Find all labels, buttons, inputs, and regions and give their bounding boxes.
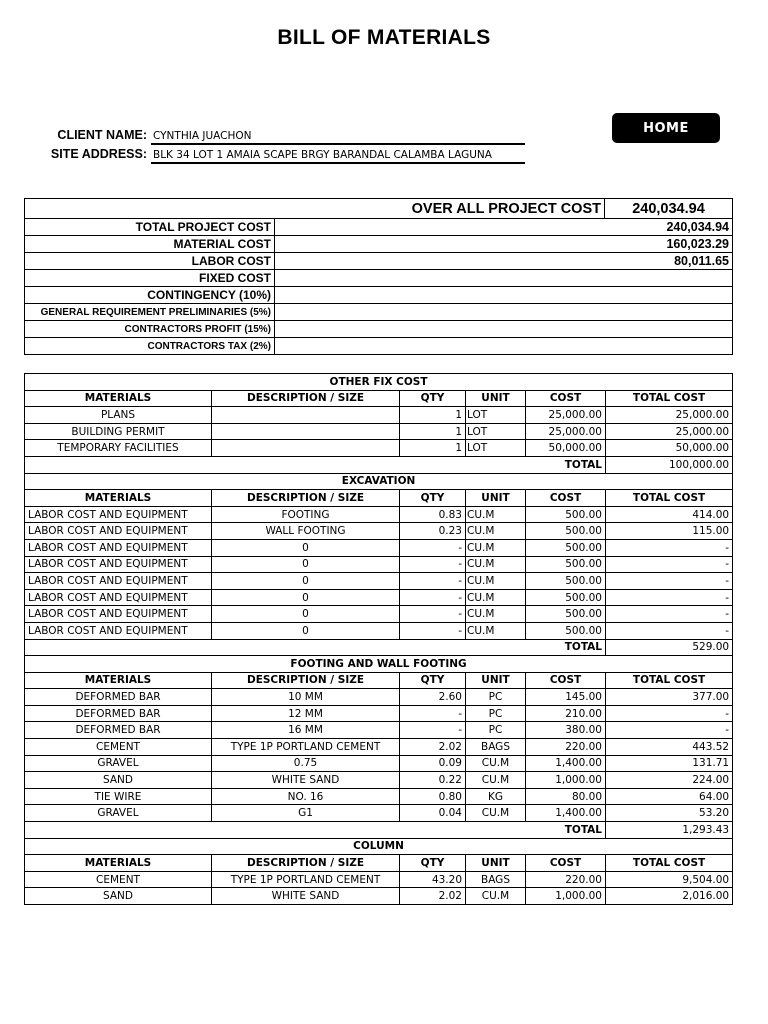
cost-cell: 500.00 [526, 523, 606, 540]
section-title-row [25, 838, 733, 855]
section-total-row [25, 822, 733, 839]
overall-cost-value: 240,034.94 [605, 199, 733, 219]
material-cell: LABOR COST AND EQUIPMENT [25, 506, 212, 523]
qty-cell: - [400, 539, 466, 556]
unit-cell: CU.M [466, 755, 526, 772]
material-cell: CEMENT [25, 739, 212, 756]
description-cell [212, 407, 400, 424]
total-cost-cell: 9,504.00 [606, 871, 733, 888]
description-cell: WALL FOOTING [212, 523, 400, 540]
summary-row [25, 287, 733, 304]
summary-label: CONTRACTORS TAX (2%) [25, 338, 275, 355]
total-cost-cell: - [606, 606, 733, 623]
column-header: TOTAL COST [606, 490, 733, 507]
summary-label: LABOR COST [25, 253, 275, 270]
description-cell: TYPE 1P PORTLAND CEMENT [212, 871, 400, 888]
material-cell: LABOR COST AND EQUIPMENT [25, 539, 212, 556]
table-row [25, 556, 733, 573]
description-cell: 12 MM [212, 705, 400, 722]
description-cell: 0 [212, 589, 400, 606]
site-address-row [40, 147, 525, 164]
material-cell: LABOR COST AND EQUIPMENT [25, 622, 212, 639]
cost-cell: 500.00 [526, 556, 606, 573]
table-row [25, 772, 733, 789]
overall-cost-label: OVER ALL PROJECT COST [25, 199, 605, 219]
material-cell: SAND [25, 888, 212, 905]
material-cell: PLANS [25, 407, 212, 424]
description-cell: 0 [212, 606, 400, 623]
total-cost-cell: 131.71 [606, 755, 733, 772]
summary-row [25, 253, 733, 270]
material-cell: LABOR COST AND EQUIPMENT [25, 556, 212, 573]
unit-cell: CU.M [466, 772, 526, 789]
column-header: UNIT [466, 390, 526, 407]
column-header: QTY [400, 390, 466, 407]
section-total-row [25, 456, 733, 473]
column-header: QTY [400, 490, 466, 507]
total-cost-cell: 25,000.00 [606, 407, 733, 424]
column-header: MATERIALS [25, 390, 212, 407]
description-cell: 0 [212, 622, 400, 639]
column-header: TOTAL COST [606, 855, 733, 872]
column-header: COST [526, 490, 606, 507]
qty-cell: - [400, 705, 466, 722]
project-cost-summary [24, 198, 733, 355]
section-title-row [25, 374, 733, 391]
summary-row [25, 338, 733, 355]
unit-cell: CU.M [466, 805, 526, 822]
unit-cell: BAGS [466, 739, 526, 756]
cost-breakdown-table [24, 373, 733, 905]
page-title: BILL OF MATERIALS [277, 26, 491, 49]
site-address-label: SITE ADDRESS: [50, 147, 147, 161]
cost-cell: 500.00 [526, 506, 606, 523]
table-row [25, 888, 733, 905]
column-header: COST [526, 390, 606, 407]
unit-cell: PC [466, 705, 526, 722]
unit-cell: CU.M [466, 506, 526, 523]
section-total-label: TOTAL [25, 456, 606, 473]
total-cost-cell: 115.00 [606, 523, 733, 540]
qty-cell: - [400, 556, 466, 573]
overall-cost-row [25, 199, 733, 219]
section-total-value: 1,293.43 [606, 822, 733, 839]
column-header: DESCRIPTION / SIZE [212, 855, 400, 872]
material-cell: DEFORMED BAR [25, 689, 212, 706]
total-cost-cell: - [606, 622, 733, 639]
section-title: COLUMN [25, 838, 733, 855]
qty-cell: 0.23 [400, 523, 466, 540]
unit-cell: CU.M [466, 523, 526, 540]
material-cell: GRAVEL [25, 755, 212, 772]
description-cell: 0 [212, 556, 400, 573]
column-header-row [25, 855, 733, 872]
cost-cell: 500.00 [526, 622, 606, 639]
material-cell: BUILDING PERMIT [25, 423, 212, 440]
column-header: DESCRIPTION / SIZE [212, 490, 400, 507]
cost-cell: 50,000.00 [526, 440, 606, 457]
description-cell: 10 MM [212, 689, 400, 706]
section-total-value: 100,000.00 [606, 456, 733, 473]
cost-cell: 1,400.00 [526, 805, 606, 822]
section-title-row [25, 656, 733, 673]
total-cost-cell: - [606, 556, 733, 573]
total-cost-cell: - [606, 589, 733, 606]
qty-cell: 0.22 [400, 772, 466, 789]
summary-label: CONTINGENCY (10%) [25, 287, 275, 304]
section-title: FOOTING AND WALL FOOTING [25, 656, 733, 673]
qty-cell: 1 [400, 407, 466, 424]
section-title: OTHER FIX COST [25, 374, 733, 391]
column-header: COST [526, 855, 606, 872]
column-header: DESCRIPTION / SIZE [212, 390, 400, 407]
qty-cell: 1 [400, 440, 466, 457]
description-cell [212, 423, 400, 440]
description-cell: G1 [212, 805, 400, 822]
total-cost-cell: 224.00 [606, 772, 733, 789]
description-cell: 0 [212, 539, 400, 556]
qty-cell: 0.09 [400, 755, 466, 772]
qty-cell: - [400, 573, 466, 590]
table-row [25, 573, 733, 590]
summary-label: FIXED COST [25, 270, 275, 287]
cost-cell: 500.00 [526, 539, 606, 556]
section-total-label: TOTAL [25, 639, 606, 656]
section-title-row [25, 473, 733, 490]
summary-value: 240,034.94 [275, 219, 733, 236]
material-cell: DEFORMED BAR [25, 722, 212, 739]
cost-cell: 500.00 [526, 589, 606, 606]
column-header: UNIT [466, 672, 526, 689]
table-row [25, 440, 733, 457]
unit-cell: CU.M [466, 606, 526, 623]
qty-cell: 2.02 [400, 739, 466, 756]
description-cell: NO. 16 [212, 788, 400, 805]
unit-cell: CU.M [466, 622, 526, 639]
summary-row [25, 270, 733, 287]
material-cell: LABOR COST AND EQUIPMENT [25, 573, 212, 590]
description-cell: WHITE SAND [212, 888, 400, 905]
material-cell: GRAVEL [25, 805, 212, 822]
summary-value: 160,023.29 [275, 236, 733, 253]
table-row [25, 622, 733, 639]
table-row [25, 689, 733, 706]
cost-cell: 500.00 [526, 573, 606, 590]
summary-label: CONTRACTORS PROFIT (15%) [25, 321, 275, 338]
cost-cell: 220.00 [526, 871, 606, 888]
total-cost-cell: - [606, 705, 733, 722]
column-header: DESCRIPTION / SIZE [212, 672, 400, 689]
summary-row [25, 236, 733, 253]
column-header: MATERIALS [25, 490, 212, 507]
site-address-value: BLK 34 LOT 1 AMAIA SCAPE BRGY BARANDAL CALAMBA LAGUNA [151, 149, 525, 164]
description-cell: 0 [212, 573, 400, 590]
material-cell: LABOR COST AND EQUIPMENT [25, 589, 212, 606]
total-cost-cell: 414.00 [606, 506, 733, 523]
unit-cell: KG [466, 788, 526, 805]
cost-cell: 25,000.00 [526, 423, 606, 440]
column-header: QTY [400, 672, 466, 689]
description-cell: 0.75 [212, 755, 400, 772]
summary-label: TOTAL PROJECT COST [25, 219, 275, 236]
column-header: TOTAL COST [606, 672, 733, 689]
description-cell: WHITE SAND [212, 772, 400, 789]
table-row [25, 722, 733, 739]
qty-cell: 0.80 [400, 788, 466, 805]
material-cell: CEMENT [25, 871, 212, 888]
cost-cell: 1,000.00 [526, 888, 606, 905]
table-row [25, 755, 733, 772]
section-title: EXCAVATION [25, 473, 733, 490]
description-cell: TYPE 1P PORTLAND CEMENT [212, 739, 400, 756]
column-header-row [25, 672, 733, 689]
section-total-value: 529.00 [606, 639, 733, 656]
column-header-row [25, 390, 733, 407]
description-cell: FOOTING [212, 506, 400, 523]
table-row [25, 705, 733, 722]
cost-cell: 500.00 [526, 606, 606, 623]
summary-row [25, 304, 733, 321]
material-cell: SAND [25, 772, 212, 789]
column-header: TOTAL COST [606, 390, 733, 407]
qty-cell: 43.20 [400, 871, 466, 888]
total-cost-cell: 377.00 [606, 689, 733, 706]
description-cell [212, 440, 400, 457]
total-cost-cell: 53.20 [606, 805, 733, 822]
unit-cell: BAGS [466, 871, 526, 888]
qty-cell: 2.60 [400, 689, 466, 706]
summary-value [275, 270, 733, 287]
column-header: COST [526, 672, 606, 689]
unit-cell: CU.M [466, 539, 526, 556]
cost-cell: 1,000.00 [526, 772, 606, 789]
section-total-row [25, 639, 733, 656]
column-header: MATERIALS [25, 855, 212, 872]
table-row [25, 606, 733, 623]
total-cost-cell: 64.00 [606, 788, 733, 805]
table-row [25, 739, 733, 756]
total-cost-cell: 50,000.00 [606, 440, 733, 457]
column-header: UNIT [466, 855, 526, 872]
total-cost-cell: 443.52 [606, 739, 733, 756]
table-row [25, 788, 733, 805]
total-cost-cell: - [606, 573, 733, 590]
description-cell: 16 MM [212, 722, 400, 739]
qty-cell: - [400, 589, 466, 606]
summary-row [25, 321, 733, 338]
unit-cell: LOT [466, 423, 526, 440]
column-header: MATERIALS [25, 672, 212, 689]
qty-cell: - [400, 622, 466, 639]
summary-value [275, 321, 733, 338]
unit-cell: CU.M [466, 589, 526, 606]
client-name-label: CLIENT NAME: [57, 128, 147, 142]
table-row [25, 407, 733, 424]
column-header-row [25, 490, 733, 507]
unit-cell: CU.M [466, 888, 526, 905]
qty-cell: 2.02 [400, 888, 466, 905]
client-name-value: CYNTHIA JUACHON [151, 130, 525, 145]
summary-label: GENERAL REQUIREMENT PRELIMINARIES (5%) [25, 304, 275, 321]
summary-value [275, 304, 733, 321]
unit-cell: PC [466, 722, 526, 739]
summary-label: MATERIAL COST [25, 236, 275, 253]
material-cell: DEFORMED BAR [25, 705, 212, 722]
table-row [25, 423, 733, 440]
table-row [25, 589, 733, 606]
total-cost-cell: 25,000.00 [606, 423, 733, 440]
cost-cell: 145.00 [526, 689, 606, 706]
unit-cell: LOT [466, 407, 526, 424]
material-cell: TIE WIRE [25, 788, 212, 805]
unit-cell: CU.M [466, 573, 526, 590]
column-header: QTY [400, 855, 466, 872]
cost-cell: 80.00 [526, 788, 606, 805]
material-cell: LABOR COST AND EQUIPMENT [25, 606, 212, 623]
table-row [25, 539, 733, 556]
table-row [25, 871, 733, 888]
material-cell: LABOR COST AND EQUIPMENT [25, 523, 212, 540]
summary-row [25, 219, 733, 236]
total-cost-cell: 2,016.00 [606, 888, 733, 905]
table-row [25, 506, 733, 523]
unit-cell: LOT [466, 440, 526, 457]
cost-cell: 1,400.00 [526, 755, 606, 772]
unit-cell: PC [466, 689, 526, 706]
summary-value: 80,011.65 [275, 253, 733, 270]
table-row [25, 805, 733, 822]
total-cost-cell: - [606, 722, 733, 739]
qty-cell: - [400, 722, 466, 739]
total-cost-cell: - [606, 539, 733, 556]
qty-cell: 0.83 [400, 506, 466, 523]
cost-cell: 25,000.00 [526, 407, 606, 424]
cost-cell: 220.00 [526, 739, 606, 756]
section-total-label: TOTAL [25, 822, 606, 839]
unit-cell: CU.M [466, 556, 526, 573]
table-row [25, 523, 733, 540]
client-name-row [40, 128, 525, 145]
home-button[interactable]: HOME [612, 113, 720, 143]
summary-value [275, 287, 733, 304]
cost-cell: 210.00 [526, 705, 606, 722]
qty-cell: - [400, 606, 466, 623]
qty-cell: 1 [400, 423, 466, 440]
summary-value [275, 338, 733, 355]
qty-cell: 0.04 [400, 805, 466, 822]
material-cell: TEMPORARY FACILITIES [25, 440, 212, 457]
cost-cell: 380.00 [526, 722, 606, 739]
column-header: UNIT [466, 490, 526, 507]
